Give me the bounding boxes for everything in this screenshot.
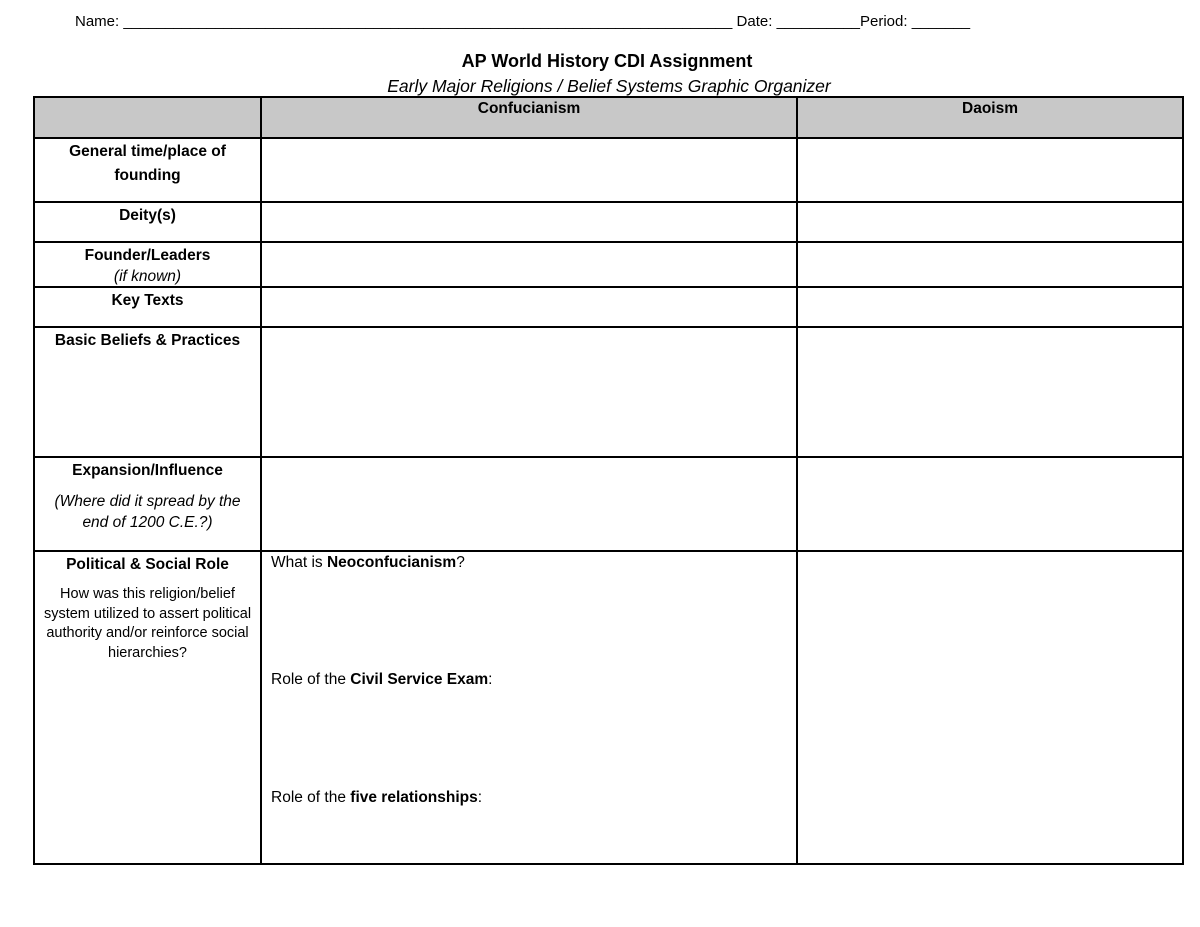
- daoism-answer-cell[interactable]: [797, 327, 1183, 457]
- table-row: [34, 202, 1183, 242]
- row-label-expansion: [34, 457, 261, 551]
- row-label-founders: [34, 242, 261, 287]
- page-title: AP World History CDI Assignment: [461, 51, 753, 71]
- page-subtitle: Early Major Religions / Belief Systems Graphic Organizer: [387, 76, 831, 96]
- confucianism-answer-cell[interactable]: [261, 551, 797, 864]
- civil-service-exam-prompt: [271, 670, 787, 690]
- row-label-key-texts: [34, 287, 261, 327]
- header-row: [34, 97, 1183, 138]
- row-label-deity: [34, 202, 261, 242]
- date-label: Date:: [736, 13, 773, 30]
- prompt-keyword: five relationships: [350, 789, 478, 806]
- daoism-answer-cell[interactable]: [797, 287, 1183, 327]
- period-label: Period:: [860, 13, 908, 30]
- row-label-beliefs: [34, 327, 261, 457]
- prompt-keyword: Civil Service Exam: [350, 671, 489, 688]
- corner-header-cell: [34, 97, 261, 138]
- student-info-line: [75, 12, 970, 32]
- prompt-text: Role of the: [271, 671, 351, 688]
- prompt-text: What is: [271, 554, 327, 571]
- table-row: [34, 242, 1183, 287]
- date-field[interactable]: __________: [776, 13, 860, 30]
- table-row: [34, 457, 1183, 551]
- table-row: [34, 287, 1183, 327]
- graphic-organizer-table: [33, 96, 1184, 865]
- prompt-text: :: [488, 671, 493, 688]
- table-row: [34, 138, 1183, 202]
- five-relationships-prompt: [271, 788, 787, 808]
- confucianism-answer-cell[interactable]: [261, 202, 797, 242]
- table-row: [34, 551, 1183, 864]
- row-label-note: How was this religion/belief system utilized to assert political authority and/or reinforce social hierarchies?: [43, 586, 252, 661]
- confucianism-answer-cell[interactable]: [261, 457, 797, 551]
- table-row: [34, 327, 1183, 457]
- confucianism-answer-cell[interactable]: [261, 242, 797, 287]
- row-label-text: Key Texts: [111, 292, 184, 309]
- prompt-text: ?: [456, 554, 465, 571]
- row-label-text: General time/place of founding: [69, 143, 226, 184]
- confucianism-answer-cell[interactable]: [261, 327, 797, 457]
- daoism-answer-cell[interactable]: [797, 242, 1183, 287]
- neoconfucianism-prompt: [271, 553, 787, 573]
- prompt-text: :: [477, 789, 483, 806]
- name-field[interactable]: _________________________________________________________________________: [123, 13, 733, 30]
- row-label-text: Expansion/Influence: [72, 462, 223, 479]
- period-field[interactable]: _______: [911, 13, 971, 30]
- prompt-keyword: Neoconfucianism: [326, 554, 457, 571]
- column-header-confucianism: Confucianism: [261, 97, 797, 138]
- row-label-text: Founder/Leaders: [84, 247, 211, 264]
- row-label-text: Deity(s): [119, 207, 176, 224]
- row-label-text: Political & Social Role: [66, 556, 229, 573]
- daoism-answer-cell[interactable]: [797, 138, 1183, 202]
- daoism-answer-cell[interactable]: [797, 551, 1183, 864]
- row-label-political-social: [34, 551, 261, 864]
- row-label-text: Basic Beliefs & Practices: [54, 332, 241, 349]
- confucianism-answer-cell[interactable]: [261, 138, 797, 202]
- row-label-note: (if known): [113, 268, 182, 285]
- column-header-daoism: Daoism: [797, 97, 1183, 138]
- name-label: Name:: [75, 13, 120, 30]
- confucianism-answer-cell[interactable]: [261, 287, 797, 327]
- daoism-answer-cell[interactable]: [797, 457, 1183, 551]
- row-label-note: (Where did it spread by the end of 1200 C.E.?): [54, 493, 241, 531]
- daoism-answer-cell[interactable]: [797, 202, 1183, 242]
- row-label-founding: [34, 138, 261, 202]
- prompt-text: Role of the: [271, 789, 351, 806]
